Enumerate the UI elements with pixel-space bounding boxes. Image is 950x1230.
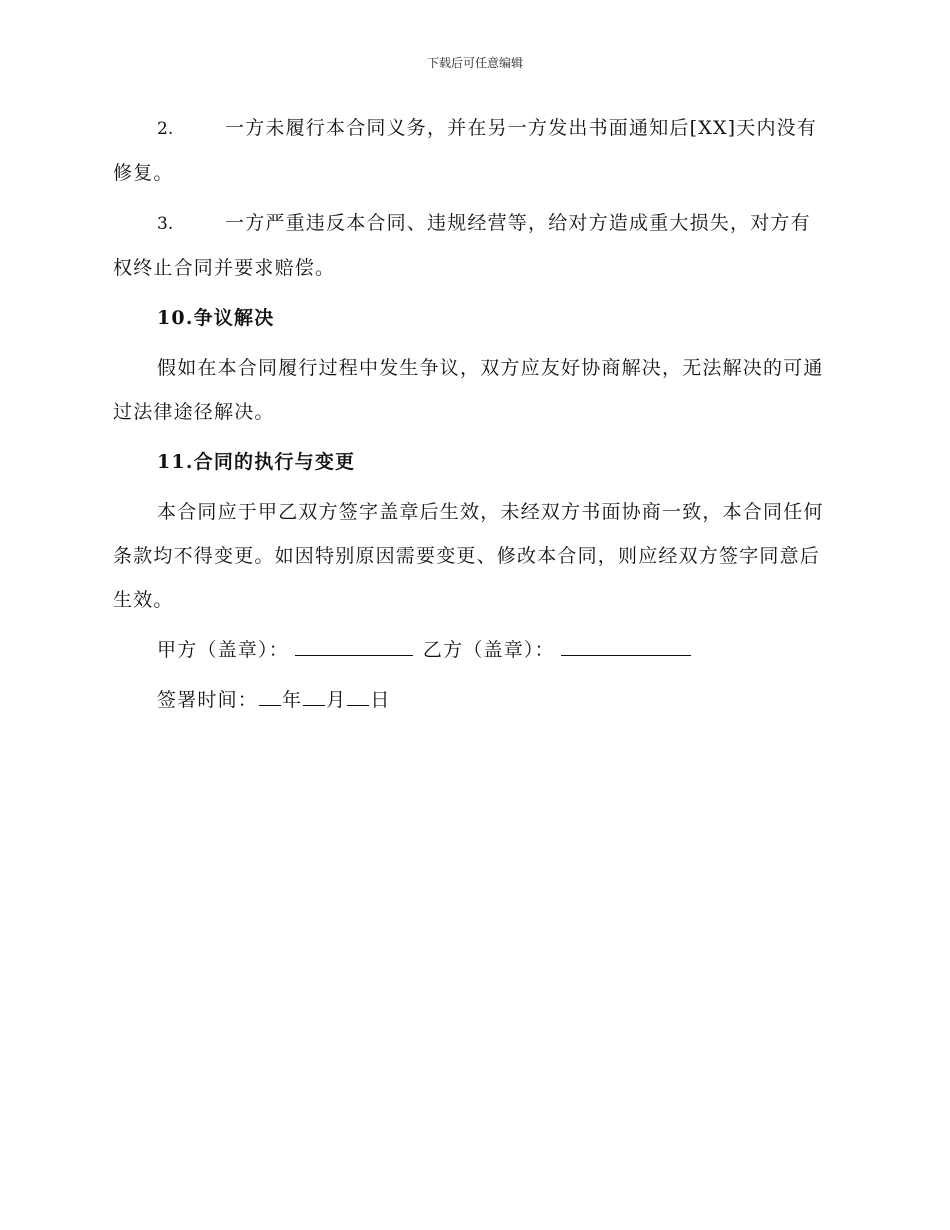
party-b-label: 乙方（盖章）： [422,639,555,661]
section-paragraph-11: 本合同应于甲乙双方签字盖章后生效，未经双方书面协商一致，本合同任何条款均不得变更。如因特别原因需要变更、修改本合同，则应经双方签字同意后生效。 [113,501,824,611]
clause-item-2 [113,106,829,195]
party-a-label: 甲方（盖章）： [157,639,289,661]
date-label: 签署时间： [157,689,259,711]
year-blank [259,683,281,706]
clause-item-number: 2. [157,119,174,139]
section-heading-10: 10.争议解决 [157,307,275,329]
party-a-signature-blank [295,633,413,656]
party-b-signature-blank [561,633,691,656]
clause-item-text: 一方未履行本合同义务，并在另一方发出书面通知后[XX]天内没有修复。 [113,117,818,184]
clause-item-number: 3. [157,214,174,234]
year-label: 年 [282,689,303,711]
day-blank [347,683,369,706]
section-paragraph-10: 假如在本合同履行过程中发生争议，双方应友好协商解决，无法解决的可通过法律途径解决。 [113,357,824,423]
signing-date-row [113,678,829,722]
clause-item-3 [113,201,829,290]
signature-row [113,628,829,672]
month-blank [303,683,325,706]
page-header: 下载后可任意编辑 [426,56,523,70]
document-body [113,106,829,728]
clause-item-text: 一方严重违反本合同、违规经营等，给对方造成重大损失，对方有权终止合同并要求赔偿。 [113,212,811,279]
month-label: 月 [326,689,347,711]
day-label: 日 [370,689,391,711]
section-heading-11: 11.合同的执行与变更 [157,451,356,473]
